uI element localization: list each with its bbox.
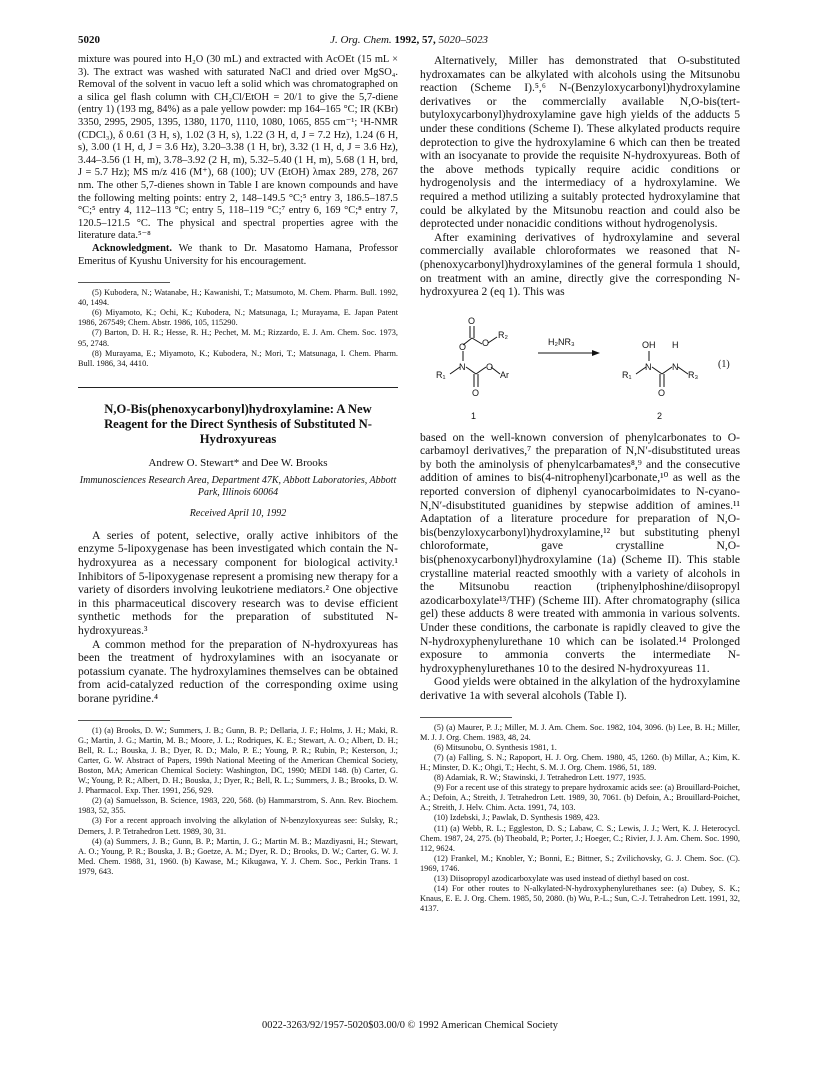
scheme-text: O xyxy=(472,387,480,398)
reagent-label: H₂NR₃ xyxy=(548,336,575,347)
compound-2-structure xyxy=(636,351,688,387)
scheme-text: O xyxy=(482,337,490,348)
scheme-text: N xyxy=(645,361,652,372)
body-paragraph: Good yields were obtained in the alkylation of the hydroxylamine derivative 1a with several alcohols (Table I). xyxy=(420,675,740,702)
scheme-text: R₁ xyxy=(622,369,632,380)
ack-label: Acknowledgment. xyxy=(92,242,172,254)
footnote-rule xyxy=(420,717,512,718)
scheme-text: R₁ xyxy=(436,369,446,380)
scheme-text: R₃ xyxy=(688,369,699,380)
volume-info: 1992, 57, xyxy=(394,34,436,46)
footnote-rule xyxy=(78,282,170,283)
compound-1-structure xyxy=(450,326,500,387)
compound-number-1: 1 xyxy=(471,410,477,421)
reaction-scheme-eq1 xyxy=(420,307,740,425)
article-affiliation: Immunosciences Research Area, Department 47K, Abbott Laboratories, Abbott Park, Illinois 60064 xyxy=(79,474,397,499)
left-column xyxy=(78,54,398,877)
article-authors: Andrew O. Stewart* and Dee W. Brooks xyxy=(148,456,328,469)
acknowledgment xyxy=(78,243,398,268)
footnote-rule xyxy=(78,720,170,721)
scheme-text: O xyxy=(459,341,467,352)
scheme-text: O xyxy=(468,315,476,326)
reference: (12) Frankel, M.; Knobler, Y.; Bonni, E.; Bittner, S.; Zvilichovsky, G. J. Chem. Soc. (C). 1969, 1746. xyxy=(420,853,740,873)
scheme-text: O xyxy=(658,387,666,398)
reference: (5) Kubodera, N.; Watanabe, H.; Kawanishi, T.; Matsumoto, M. Chem. Pharm. Bull. 1992, 40, 1494. xyxy=(78,288,398,308)
scheme-text: N xyxy=(672,361,679,372)
journal-citation xyxy=(78,34,740,46)
ack-text: We thank to Dr. Masatomo Hamana, Professor Emeritus of Kyushu University for his encouragement. xyxy=(78,242,398,267)
body-paragraph: A series of potent, selective, orally active inhibitors of the enzyme 5-lipoxygenase has been investigated which contain the N-hydroxyurea as a necessary component for biological activity.¹ Inhibitors of 5-lipoxygenase represent a promising new therapy for a variety of disorders involving leukotriene mediators.² One objective in this pharmaceutical discovery research was to devise efficient synthetic methods for the preparation of substituted N-hydroxyureas.³ xyxy=(78,528,398,637)
scheme-text: Ar xyxy=(500,369,509,380)
running-header xyxy=(78,34,740,50)
reference: (9) For a recent use of this strategy to prepare hydroxamic acids see: (a) Brouillard-Poichet, A.; Defoin, A.; Streith, J. Tetrahedron Lett. 1989, 30, 7061. (b) Defoin, A.; Brouillard-Poichet, A.; Streith, J. Helv. Chim. Acta. 1991, 74, 103. xyxy=(420,783,740,813)
reference: (14) For other routes to N-alkylated-N-hydroxyphenylurethanes see: (a) Dubey, S. K.; Knaus, E. E. J. Org. Chem. 1985, 50, 2080. (b) Wu, P.-L.; Sun, C.-J. Tetrahedron Lett. 1991, 32, 4137. xyxy=(420,884,740,914)
page-range: 5020–5023 xyxy=(438,34,488,46)
scheme-text: N xyxy=(459,361,466,372)
reference: (7) Barton, D. H. R.; Hesse, R. H.; Pechet, M. M.; Rizzardo, E. J. Am. Chem. Soc. 1973, 95, 2748. xyxy=(78,328,398,348)
journal-name: J. Org. Chem. xyxy=(330,34,392,46)
reference: (7) (a) Falling, S. N.; Rapoport, H. J. Org. Chem. 1980, 45, 1260. (b) Millar, A.; Kim, K. H.; Minster, D. K.; Ohgi, T.; Hecht, S. M. J. Org. Chem. 1986, 51, 189. xyxy=(420,752,740,772)
experimental-paragraph: mixture was poured into H₂O (30 mL) and extracted with AcOEt (15 mL × 3). The extract was washed with saturated NaCl and dried over MgSO₄. Removal of the solvent in vacuo left a solid which was chromatographed on a silica gel flash column with CH₂Cl/EtOH = 20/1 to give the 5,7-diene (entry 1) (193 mg, 84%) as a pale yellow powder: mp 164–165 °C; IR (KBr) 3350, 2995, 2905, 1395, 1380, 1170, 1110, 1080, 1065, 855 cm⁻¹; ¹H-NMR (CDCl₃), δ 0.61 (3 H, s), 1.02 (3 H, s), 1.22 (3 H, d, J = 7.2 Hz), 1.24 (6 H, s), 3.00 (1 H, d, J = 3.6 Hz), 3.20–3.38 (1 H, br), 3.32 (1 H, d, J = 3.6 Hz), 3.44–3.56 (1 H, m), 3.78–3.92 (2 H, m), 5.32–5.40 (1 H, m), 5.68 (1 H, brd, J = 5.7 Hz); MS m/z 416 (M⁺), 68 (100); UV (EtOH) λmax 289, 278, 267 nm. The other 5,7-dienes shown in Table I are known compounds and have the following melting points: entry 2, 148–149.5 °C;⁵ entry 3, 186.5–187.5 °C;⁵ entry 4, 112–113 °C; entry 5, 118–119 °C;⁷ entry 6, 169 °C;⁸ entry 7, 120.5–121.5 °C. The physical and spectral properties agree with the literature data.⁵⁻⁸ xyxy=(78,54,398,242)
reference: (2) (a) Samuelsson, B. Science, 1983, 220, 568. (b) Hammarstrom, S. Ann. Rev. Biochem. 1983, 52, 355. xyxy=(78,796,398,816)
reference: (10) Izdebski, J.; Pawlak, D. Synthesis 1989, 423. xyxy=(434,813,600,823)
copyright-footer: 0022-3263/92/1957-5020$03.00/0 © 1992 American Chemical Society xyxy=(262,1020,558,1031)
body-paragraph: A common method for the preparation of N-hydroxyureas has been the treatment of hydroxylamines with an isocyanate or potassium cyanate. The hydroxylamines themselves can be obtained from acid-catalyzed reduction of the corresponding oxime using borane pyridine.⁴ xyxy=(78,637,398,705)
reference: (8) Adamiak, R. W.; Stawinski, J. Tetrahedron Lett. 1977, 1935. xyxy=(434,773,646,783)
reaction-diagram xyxy=(420,307,740,425)
article-title: N,O-Bis(phenoxycarbonyl)hydroxylamine: A New Reagent for the Direct Synthesis of Substituted N-Hydroxyureas xyxy=(104,401,372,446)
received-date: Received April 10, 1992 xyxy=(189,507,287,519)
body-paragraph: based on the well-known conversion of phenylcarbonates to O-carbamoyl derivatives,⁷ the preparation of N,N′-disubstituted ureas by both the aminolysis of phenylcarbamates⁸,⁹ and the consecutive addition of amines to bis(4-nitrophenyl)carbonate,¹⁰ as well as the reported conversion of diphenyl cyanocarboimidates to N-cyano-N,N′-disubstituted guanidines by stepwise addition of amines.¹¹ Adaptation of a literature procedure for preparation of N,O-bis(benzyloxycarbonyl)hydroxylamine,¹² but substituting phenyl chloroformate, gave crystalline N,O-bis(phenoxycarbonyl)hydroxylamine (1a) (Scheme II). This stable crystalline material reacted smoothly with a variety of alcohols in the Mitsunobu reaction (triphenylphoshine/diisopropyl azodicarboxylate¹³/THF) (Scheme III). After chromatography (silica gel) these adducts 8 were treated with ammonia in various solvents. Under these conditions, the carbonate is rapidly cleaved to give the N-hydroxyphenylurethane 10 which can be isolated.¹⁴ Prolonged exposure to ammonia converts the intermediate N-hydroxyphenylurethanes 10 to the desired N-hydroxyureas 11. xyxy=(420,430,740,675)
reference: (5) (a) Maurer, P. J.; Miller, M. J. Am. Chem. Soc. 1982, 104, 3096. (b) Lee, B. H.; Miller, M. J. J. Org. Chem. 1983, 48, 24. xyxy=(420,722,740,742)
reference: (6) Miyamoto, K.; Ochi, K.; Kubodera, N.; Matsunaga, I.; Murayama, E. Japan Patent 1986, 267549; Chem. Abstr. 1986, 105, 115290. xyxy=(78,308,398,328)
reference: (3) For a recent approach involving the alkylation of N-benzyloxyureas see: Sulsky, R.; Demers, J. P. Tetrahedron Lett. 1989, 30, 31. xyxy=(78,816,398,836)
scheme-text: H xyxy=(672,339,679,350)
scheme-text: O xyxy=(486,361,494,372)
article-divider xyxy=(78,387,398,388)
arrow-head xyxy=(592,350,600,356)
right-column xyxy=(420,54,740,914)
equation-number: (1) xyxy=(718,358,730,370)
page-number: 5020 xyxy=(78,34,100,46)
reference: (11) (a) Webb, R. L.; Eggleston, D. S.; Labaw, C. S.; Lewis, J. J.; Wert, K. J. Heterocycl. Chem. 1987, 24, 275. (b) Theobald, P.; Porter, J.; Hoeger, C.; Rivier, J. J. Am. Chem. Soc. 1990, 112, 9624. xyxy=(420,823,740,853)
reference: (13) Diisopropyl azodicarboxylate was used instead of diethyl based on cost. xyxy=(434,873,690,883)
body-paragraph: After examining derivatives of hydroxylamine and several commercially available chloroformates we reasoned that N-(phenoxycarbonyl)hydroxylamines of the general formula 1 should, on treatment with an amine, directly give the corresponding N-hydroxyurea 2 (eq 1). This was xyxy=(420,230,740,299)
reference: (8) Murayama, E.; Miyamoto, K.; Kubodera, N.; Mori, T.; Matsunaga, I. Chem. Pharm. Bull. 1986, 34, 4410. xyxy=(78,348,398,368)
compound-number-2: 2 xyxy=(657,410,663,421)
reference: (4) (a) Summers, J. B.; Gunn, B. P.; Martin, J. G.; Martin M. B.; Mazdiyasni, H.; Stewart, A. O.; Young, P. R.; Bouska, J. B.; Goetze, A. M.; Dyer, R. D.; Brooks, D. W.; Carter, G. W. J. Med. Chem. 1988, 31, 1960. (b) Kawase, M.; Kikugawa, Y. J. Chem. Soc., Perkin Trans. 1 1979, 643. xyxy=(78,836,398,876)
reference: (1) (a) Brooks, D. W.; Summers, J. B.; Gunn, B. P.; Dellaria, J. F.; Holms, J. H.; Maki, R. G.; Martin, J. G.; Martin, M. B.; Moore, J. L.; Rodriques, K. E.; Stewart, A. O.; Albert, D. H.; Bell, R. L.; Bouska, J. B.; Dyer, R. D.; Malo, P. E.; Young, P. R.; Rubin, P.; Kesterson, J.; Carter, G. W. Abstract of Papers, 199th National Meeting of the American Chemical Society, Boston, MA; American Chemical Society: Washington, DC, 1990; MEDI 148. (b) Carter, G. W.; Young, P. R.; Albert, D. H.; Bouska, J.; Dyer, R.; Bell, R. L.; Summers, J. B.; Brooks, D. W. J. Pharmacol. Exp. Ther. 1991, 256, 929. xyxy=(78,725,398,796)
reference: (6) Mitsunobu, O. Synthesis 1981, 1. xyxy=(434,742,557,752)
scheme-text: OH xyxy=(642,339,656,350)
body-paragraph: Alternatively, Miller has demonstrated that O-substituted hydroxamates can be alkylated with alcohols using the Mitsunobu reaction (Scheme I).⁵,⁶ N-(Benzyloxycarbonyl)hydroxylamine derivatives or the commercially available N,O-bis(tert-butyloxycarbonyl)hydroxylamine gave high yields of the adducts 5 under these conditions (Scheme I). These alkylated products require deprotection to give the hydroxylamine 6 which can then be treated with an isocyanate to provide the requisite N-hydroxyureas. Both of the above methods typically require acidic conditions or hydrogenolysis and the intermediacy of a hydroxylamine. We required a method utilizing a suitably protected hydroxylamine that could be alkylated by the Mitsunobu reaction and could also be deprotected under nonacidic conditions without hydrogenolysis. xyxy=(420,54,740,231)
scheme-text: R₂ xyxy=(498,329,508,340)
